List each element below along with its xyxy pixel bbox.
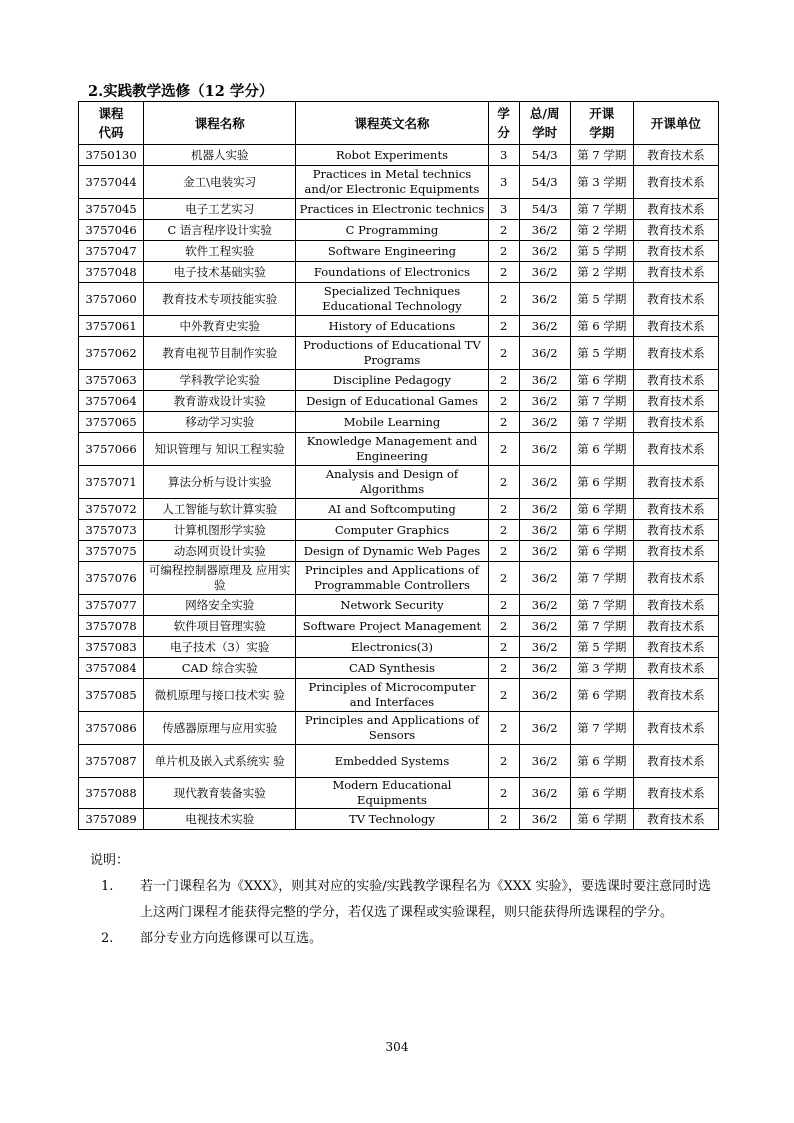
course-code-cell: 3757064 [79,391,144,412]
course-name-cell: 传感器原理与应用实验 [144,712,296,745]
hours-cell: 36/2 [519,499,570,520]
table-row [79,595,719,616]
course-name-cell: 计算机图形学实验 [144,520,296,541]
course-name-cell: 软件项目管理实验 [144,616,296,637]
hours-cell: 54/3 [519,199,570,220]
table-row [79,745,719,778]
hours-cell: 36/2 [519,562,570,595]
page-number: 304 [385,1040,409,1054]
header-credits: 学 分 [488,102,519,145]
english-name-cell: Software Project Management [296,616,488,637]
course-table [78,101,719,830]
department-cell: 教育技术系 [633,616,718,637]
english-name-cell: Knowledge Management and Engineering [296,433,488,466]
course-name-cell: 微机原理与接口技术实 验 [144,679,296,712]
course-code-cell: 3757061 [79,316,144,337]
hours-cell: 36/2 [519,712,570,745]
english-name-cell: Analysis and Design of Algorithms [296,466,488,499]
credits-cell: 2 [488,499,519,520]
term-cell: 第 2 学期 [570,220,633,241]
course-code-cell: 3757071 [79,466,144,499]
department-cell: 教育技术系 [633,778,718,809]
credits-cell: 2 [488,541,519,562]
english-name-cell: Network Security [296,595,488,616]
credits-cell: 3 [488,199,519,220]
department-cell: 教育技术系 [633,412,718,433]
course-name-cell: 单片机及嵌入式系统实 验 [144,745,296,778]
course-name-cell: 知识管理与 知识工程实验 [144,433,296,466]
table-row [79,562,719,595]
course-name-cell: 移动学习实验 [144,412,296,433]
table-row [79,433,719,466]
english-name-cell: Principles of Microcomputer and Interfaces [296,679,488,712]
term-cell: 第 6 学期 [570,809,633,830]
hours-cell: 36/2 [519,778,570,809]
english-name-cell: Practices in Metal technics and/or Electronic Equipments [296,166,488,199]
course-code-cell: 3757084 [79,658,144,679]
department-cell: 教育技术系 [633,658,718,679]
table-row [79,241,719,262]
course-code-cell: 3757065 [79,412,144,433]
term-cell: 第 7 学期 [570,712,633,745]
term-cell: 第 6 学期 [570,433,633,466]
course-name-cell: 电视技术实验 [144,809,296,830]
course-name-cell: C 语言程序设计实验 [144,220,296,241]
english-name-cell: Productions of Educational TV Programs [296,337,488,370]
table-row [79,679,719,712]
term-cell: 第 6 学期 [570,466,633,499]
table-row [79,412,719,433]
term-cell: 第 6 学期 [570,370,633,391]
table-row [79,520,719,541]
course-code-cell: 3757062 [79,337,144,370]
section-title: 2.实践教学选修（12 学分） [88,83,274,100]
course-code-cell: 3757078 [79,616,144,637]
term-cell: 第 5 学期 [570,283,633,316]
credits-cell: 2 [488,809,519,830]
course-name-cell: 教育电视节目制作实验 [144,337,296,370]
credits-cell: 2 [488,283,519,316]
credits-cell: 2 [488,391,519,412]
english-name-cell: Computer Graphics [296,520,488,541]
english-name-cell: TV Technology [296,809,488,830]
department-cell: 教育技术系 [633,562,718,595]
department-cell: 教育技术系 [633,433,718,466]
english-name-cell: Robot Experiments [296,145,488,166]
credits-cell: 2 [488,679,519,712]
term-cell: 第 7 学期 [570,562,633,595]
hours-cell: 36/2 [519,220,570,241]
notes-heading: 说明： [90,853,130,868]
hours-cell: 36/2 [519,679,570,712]
hours-cell: 36/2 [519,616,570,637]
term-cell: 第 6 学期 [570,520,633,541]
table-row [79,262,719,283]
course-code-cell: 3757073 [79,520,144,541]
header-course-name: 课程名称 [144,102,296,145]
english-name-cell: Principles and Applications of Sensors [296,712,488,745]
course-code-cell: 3757072 [79,499,144,520]
department-cell: 教育技术系 [633,541,718,562]
table-row [79,283,719,316]
term-cell: 第 7 学期 [570,199,633,220]
credits-cell: 2 [488,520,519,541]
course-name-cell: 现代教育装备实验 [144,778,296,809]
hours-cell: 54/3 [519,145,570,166]
table-row [79,316,719,337]
english-name-cell: Electronics(3) [296,637,488,658]
table-row [79,220,719,241]
hours-cell: 36/2 [519,241,570,262]
course-code-cell: 3757046 [79,220,144,241]
credits-cell: 2 [488,220,519,241]
credits-cell: 2 [488,370,519,391]
hours-cell: 36/2 [519,520,570,541]
department-cell: 教育技术系 [633,520,718,541]
term-cell: 第 7 学期 [570,595,633,616]
credits-cell: 2 [488,616,519,637]
credits-cell: 3 [488,166,519,199]
english-name-cell: C Programming [296,220,488,241]
table-row [79,712,719,745]
course-code-cell: 3757083 [79,637,144,658]
table-row [79,637,719,658]
english-name-cell: Discipline Pedagogy [296,370,488,391]
hours-cell: 54/3 [519,166,570,199]
header-department: 开课单位 [633,102,718,145]
department-cell: 教育技术系 [633,283,718,316]
course-name-cell: 电子技术（3）实验 [144,637,296,658]
credits-cell: 2 [488,316,519,337]
table-row [79,616,719,637]
hours-cell: 36/2 [519,433,570,466]
term-cell: 第 7 学期 [570,145,633,166]
term-cell: 第 7 学期 [570,616,633,637]
department-cell: 教育技术系 [633,466,718,499]
table-body [79,145,719,830]
table-header-row [79,102,719,145]
department-cell: 教育技术系 [633,262,718,283]
english-name-cell: Design of Educational Games [296,391,488,412]
hours-cell: 36/2 [519,337,570,370]
english-name-cell: Embedded Systems [296,745,488,778]
hours-cell: 36/2 [519,262,570,283]
course-code-cell: 3757087 [79,745,144,778]
credits-cell: 2 [488,637,519,658]
english-name-cell: Mobile Learning [296,412,488,433]
course-name-cell: 学科教学论实验 [144,370,296,391]
hours-cell: 36/2 [519,541,570,562]
table-row [79,541,719,562]
header-english-name: 课程英文名称 [296,102,488,145]
header-term: 开课 学期 [570,102,633,145]
hours-cell: 36/2 [519,595,570,616]
course-name-cell: 算法分析与设计实验 [144,466,296,499]
credits-cell: 2 [488,337,519,370]
table-row [79,466,719,499]
department-cell: 教育技术系 [633,809,718,830]
note-number: 2. [101,931,114,946]
course-code-cell: 3757085 [79,679,144,712]
course-code-cell: 3757066 [79,433,144,466]
term-cell: 第 5 学期 [570,241,633,262]
table-row [79,778,719,809]
note-text: 若一门课程名为《XXX》，则其对应的实验/实践教学课程名为《XXX 实验》，要选课时要注意同时选上这两门课程才能获得完整的学分，若仅选了课程或实验课程，则只能获得所选课程的学分。 [140,879,712,920]
course-code-cell: 3757077 [79,595,144,616]
table-row [79,199,719,220]
note-item [90,874,720,926]
course-code-cell: 3757045 [79,199,144,220]
credits-cell: 3 [488,145,519,166]
department-cell: 教育技术系 [633,316,718,337]
hours-cell: 36/2 [519,637,570,658]
course-code-cell: 3757088 [79,778,144,809]
term-cell: 第 7 学期 [570,412,633,433]
course-code-cell: 3757048 [79,262,144,283]
course-name-cell: 可编程控制器原理及 应用实验 [144,562,296,595]
hours-cell: 36/2 [519,283,570,316]
course-name-cell: CAD 综合实验 [144,658,296,679]
english-name-cell: Principles and Applications of Programmable Controllers [296,562,488,595]
table-row [79,499,719,520]
hours-cell: 36/2 [519,658,570,679]
term-cell: 第 5 学期 [570,337,633,370]
english-name-cell: Practices in Electronic technics [296,199,488,220]
hours-cell: 36/2 [519,745,570,778]
credits-cell: 2 [488,241,519,262]
english-name-cell: Specialized Techniques Educational Technology [296,283,488,316]
credits-cell: 2 [488,466,519,499]
credits-cell: 2 [488,712,519,745]
english-name-cell: Design of Dynamic Web Pages [296,541,488,562]
term-cell: 第 3 学期 [570,658,633,679]
term-cell: 第 6 学期 [570,679,633,712]
hours-cell: 36/2 [519,316,570,337]
credits-cell: 2 [488,433,519,466]
english-name-cell: CAD Synthesis [296,658,488,679]
hours-cell: 36/2 [519,412,570,433]
department-cell: 教育技术系 [633,145,718,166]
table-row [79,166,719,199]
course-name-cell: 教育游戏设计实验 [144,391,296,412]
course-name-cell: 电子工艺实习 [144,199,296,220]
department-cell: 教育技术系 [633,712,718,745]
department-cell: 教育技术系 [633,199,718,220]
credits-cell: 2 [488,562,519,595]
english-name-cell: History of Educations [296,316,488,337]
course-code-cell: 3757086 [79,712,144,745]
course-name-cell: 网络安全实验 [144,595,296,616]
table-row [79,337,719,370]
credits-cell: 2 [488,595,519,616]
credits-cell: 2 [488,745,519,778]
course-name-cell: 中外教育史实验 [144,316,296,337]
header-course-code: 课程 代码 [79,102,144,145]
note-item [90,926,720,952]
course-name-cell: 教育技术专项技能实验 [144,283,296,316]
department-cell: 教育技术系 [633,637,718,658]
table-row [79,145,719,166]
table-row [79,809,719,830]
department-cell: 教育技术系 [633,220,718,241]
course-name-cell: 动态网页设计实验 [144,541,296,562]
term-cell: 第 2 学期 [570,262,633,283]
term-cell: 第 6 学期 [570,316,633,337]
term-cell: 第 5 学期 [570,637,633,658]
english-name-cell: Modern Educational Equipments [296,778,488,809]
term-cell: 第 6 学期 [570,745,633,778]
department-cell: 教育技术系 [633,679,718,712]
department-cell: 教育技术系 [633,337,718,370]
credits-cell: 2 [488,412,519,433]
course-code-cell: 3757044 [79,166,144,199]
course-code-cell: 3757060 [79,283,144,316]
course-name-cell: 软件工程实验 [144,241,296,262]
table-row [79,370,719,391]
term-cell: 第 3 学期 [570,166,633,199]
hours-cell: 36/2 [519,809,570,830]
hours-cell: 36/2 [519,466,570,499]
department-cell: 教育技术系 [633,595,718,616]
table-row [79,391,719,412]
term-cell: 第 6 学期 [570,541,633,562]
course-name-cell: 金工\电装实习 [144,166,296,199]
course-code-cell: 3757047 [79,241,144,262]
term-cell: 第 7 学期 [570,391,633,412]
department-cell: 教育技术系 [633,166,718,199]
notes-section [90,848,720,952]
note-text: 部分专业方向选修课可以互选。 [140,931,323,946]
term-cell: 第 6 学期 [570,778,633,809]
credits-cell: 2 [488,262,519,283]
course-code-cell: 3757063 [79,370,144,391]
english-name-cell: AI and Softcomputing [296,499,488,520]
course-code-cell: 3757076 [79,562,144,595]
course-code-cell: 3757089 [79,809,144,830]
course-code-cell: 3757075 [79,541,144,562]
course-code-cell: 3750130 [79,145,144,166]
hours-cell: 36/2 [519,391,570,412]
course-name-cell: 人工智能与软计算实验 [144,499,296,520]
department-cell: 教育技术系 [633,745,718,778]
term-cell: 第 6 学期 [570,499,633,520]
credits-cell: 2 [488,658,519,679]
note-number: 1. [101,879,114,894]
department-cell: 教育技术系 [633,370,718,391]
course-name-cell: 机器人实验 [144,145,296,166]
department-cell: 教育技术系 [633,241,718,262]
table-row [79,658,719,679]
english-name-cell: Foundations of Electronics [296,262,488,283]
hours-cell: 36/2 [519,370,570,391]
department-cell: 教育技术系 [633,499,718,520]
department-cell: 教育技术系 [633,391,718,412]
english-name-cell: Software Engineering [296,241,488,262]
credits-cell: 2 [488,778,519,809]
header-hours: 总/周 学时 [519,102,570,145]
course-name-cell: 电子技术基础实验 [144,262,296,283]
